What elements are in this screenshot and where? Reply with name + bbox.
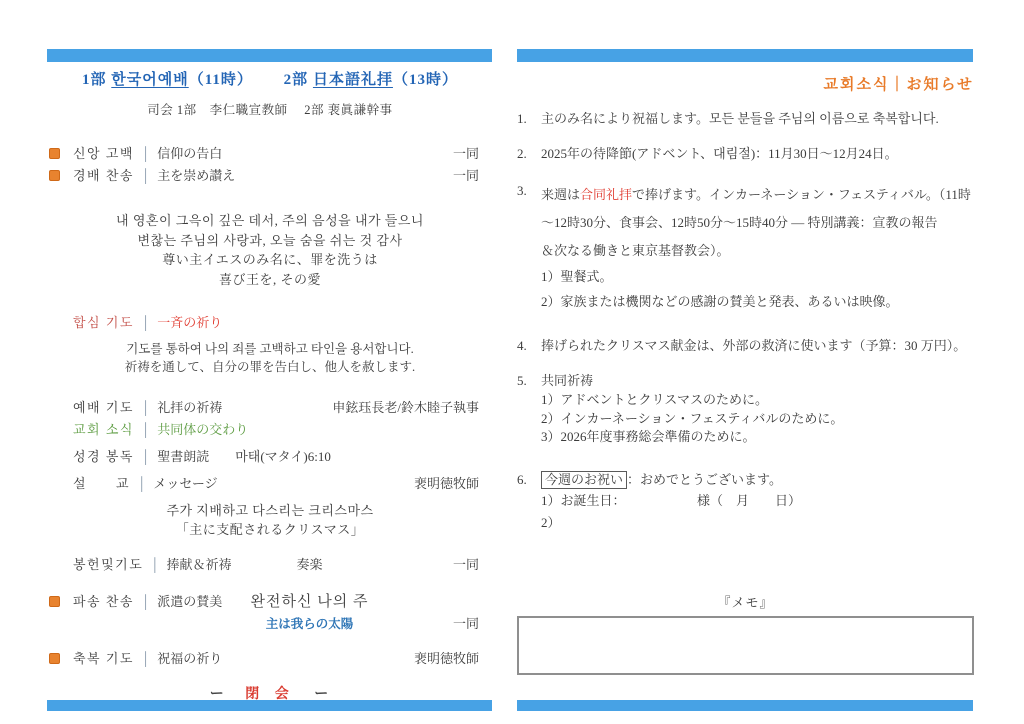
separator: │ — [140, 400, 151, 415]
item-text: 2025年の待降節(アドベント、대림절)：11月30日～12月24日。 — [541, 146, 898, 161]
announcement-item — [517, 181, 974, 314]
memo-label: 『メモ』 — [717, 594, 774, 610]
row-label-ko: 성경 봉독 — [73, 449, 134, 464]
announcement-item — [517, 371, 974, 447]
row-label-jp: 派遣の賛美 — [157, 594, 223, 609]
row-label-jp: 共同体の交わり — [157, 422, 249, 437]
row-label-jp: 一斉の祈り — [157, 315, 223, 330]
separator: │ — [140, 422, 151, 437]
row-label-jp: 聖書朗読 — [157, 449, 210, 464]
sending-hymn-title-jp: 主は我らの太陽 — [265, 617, 354, 631]
item-text-part: ：おめでとうございます。 — [627, 471, 782, 487]
item-number: 3. — [517, 183, 527, 198]
item-text — [541, 181, 974, 209]
hymn-line: 변찮는 주님의 사랑과, 오늘 숨을 쉬는 것 감사 — [137, 232, 403, 248]
separator: │ — [140, 594, 151, 609]
row-label-ko: 합심 기도 — [73, 315, 134, 330]
sending-hymn-title-ko: 완전하신 나의 주 — [250, 594, 369, 610]
row-confession-of-faith — [47, 143, 493, 165]
separator: │ — [140, 168, 151, 183]
announcements-page — [517, 66, 974, 675]
dash: ー — [314, 687, 331, 702]
row-label-jp: 捧献＆祈祷 — [166, 557, 232, 572]
dash: ー — [209, 687, 226, 702]
row-performer: 一同 — [452, 146, 479, 161]
announcement-item — [517, 470, 974, 534]
closing-line — [47, 683, 493, 703]
item-number: 2. — [517, 146, 527, 161]
row-offering-prayer — [47, 554, 493, 576]
mc-line: 司会 1部 李仁職宣教師 2部 裵眞謙幹事 — [147, 103, 393, 117]
item-subitem: 1）聖餐式。 — [541, 269, 613, 284]
row-sermon — [47, 473, 493, 495]
row-performer: 裵明徳牧師 — [413, 476, 479, 491]
bottom-bar-right — [517, 700, 973, 711]
hymn-text — [47, 211, 493, 289]
item-text: ～12時30分、食事会、12時50分～15時40分 ― 特別講義：宣教の報告 — [541, 215, 938, 230]
row-label-jp: 主を崇め讃え — [157, 168, 236, 183]
row-performer: 一同 — [452, 557, 479, 572]
item-subitem: 1）お誕生日： 様（ 月 日） — [541, 492, 802, 508]
row-label-jp: 礼拝の祈祷 — [157, 400, 223, 415]
item-text-part: で捧げます。インカーネーション・フェスティバル。（11時 — [632, 187, 971, 202]
row-church-news — [47, 419, 493, 441]
service-part2-name: 日本語礼拝 — [312, 72, 393, 88]
row-label-ko: 교회 소식 — [73, 422, 134, 437]
item-number: 5. — [517, 373, 527, 388]
prayer-note-jp: 祈祷を通して、自分の罪を告白し、他人を赦します. — [124, 360, 416, 374]
item-subitem: 2）インカーネーション・フェスティバルのために。 — [541, 410, 844, 426]
row-scripture-reading — [47, 446, 493, 468]
item-number: 4. — [517, 338, 527, 353]
row-praise-worship — [47, 165, 493, 187]
row-label-ko: 경배 찬송 — [73, 168, 134, 183]
service-part1-time: （11時） — [188, 72, 253, 88]
row-label-jp: 祝福の祈り — [157, 651, 223, 666]
item-number: 6. — [517, 471, 527, 487]
row-sending-hymn-sub — [47, 613, 493, 635]
top-bar-left — [47, 49, 492, 62]
hymn-line: 尊い主イエスのみ名に、罪を洗うは — [162, 252, 378, 267]
row-label-ko: 축복 기도 — [73, 651, 134, 666]
item-number: 1. — [517, 111, 527, 126]
prayer-note — [47, 340, 493, 376]
announcement-item — [517, 144, 974, 164]
service-part1-label: 1部 — [82, 72, 107, 88]
row-label-ko: 신앙 고백 — [73, 146, 134, 161]
row-united-prayer — [47, 312, 493, 334]
row-label-ko: 설 교 — [73, 476, 131, 491]
announcements-header: 교회소식｜お知らせ — [823, 77, 974, 93]
service-title — [47, 68, 493, 89]
service-part2-label: 2部 — [283, 72, 309, 88]
worship-order-page — [47, 66, 493, 703]
row-label-jp: メッセージ — [153, 476, 218, 491]
item-text: 主のみ名により祝福します。모든 분들을 주님의 이름으로 축복합니다. — [541, 111, 939, 126]
memo-box — [517, 616, 974, 675]
item-subitem: 2）家族または機関などの感謝の賛美と発表、あるいは映像。 — [541, 293, 899, 309]
item-subitem: 1）アドベントとクリスマスのために。 — [541, 392, 768, 407]
prayer-note-ko: 기도를 통하여 나의 죄를 고백하고 타인을 용서합니다. — [126, 342, 414, 356]
scripture-reference: 마태(マタイ)6:10 — [235, 449, 331, 464]
item-subitem: 2） — [541, 514, 561, 530]
item-subitem: 3）2026年度事務総会準備のために。 — [541, 429, 756, 444]
row-performer: 一同 — [452, 616, 479, 631]
sermon-title-ko: 주가 지배하고 다스리는 크리스마스 — [166, 503, 374, 518]
row-label-ko: 파송 찬송 — [73, 594, 134, 609]
separator: │ — [140, 315, 151, 330]
item-text: ＆次なる働きと東京基督教会）。 — [541, 243, 730, 258]
sermon-title — [47, 501, 493, 539]
item-text: 共同祈祷 — [541, 373, 594, 388]
hymn-line: 내 영혼이 그윽이 깊은 데서, 주의 음성을 내가 들으니 — [116, 213, 424, 228]
item-text: 捧げられたクリスマス献金は、外部の救済に使います（予算：30 万円）。 — [541, 338, 967, 353]
top-bar-right — [517, 49, 973, 62]
service-part2-time: （13時） — [392, 72, 458, 88]
row-performer: 申鉉珏長老/鈴木睦子執事 — [332, 400, 479, 415]
row-label-ko: 예배 기도 — [73, 400, 134, 415]
hymn-line: 喜び王を, その愛 — [218, 271, 321, 287]
row-performer: 一同 — [452, 168, 479, 183]
row-benediction — [47, 648, 493, 670]
announcement-item — [517, 109, 974, 129]
separator: │ — [140, 449, 151, 464]
item-text-part: 来週は — [541, 187, 581, 202]
separator: │ — [150, 557, 160, 572]
separator: │ — [137, 476, 147, 491]
row-label-ko: 봉헌및기도 — [73, 557, 144, 572]
service-part1-name: 한국어예배 — [111, 72, 189, 88]
row-label-jp: 信仰の告白 — [157, 146, 223, 161]
highlighted-text: 合同礼拝 — [580, 187, 633, 202]
offering-music: 奏楽 — [296, 557, 323, 572]
separator: │ — [140, 651, 151, 666]
sermon-title-jp: 「主に支配されるクリスマス」 — [175, 522, 365, 537]
separator: │ — [140, 146, 151, 161]
boxed-label: 今週のお祝い — [541, 471, 627, 489]
row-performer: 裵明徳牧師 — [413, 651, 479, 666]
row-worship-prayer — [47, 397, 493, 419]
announcement-item — [517, 336, 974, 356]
item-text — [541, 470, 974, 490]
closing-text: 閉 会 — [245, 687, 295, 702]
row-sending-hymn — [47, 591, 493, 613]
